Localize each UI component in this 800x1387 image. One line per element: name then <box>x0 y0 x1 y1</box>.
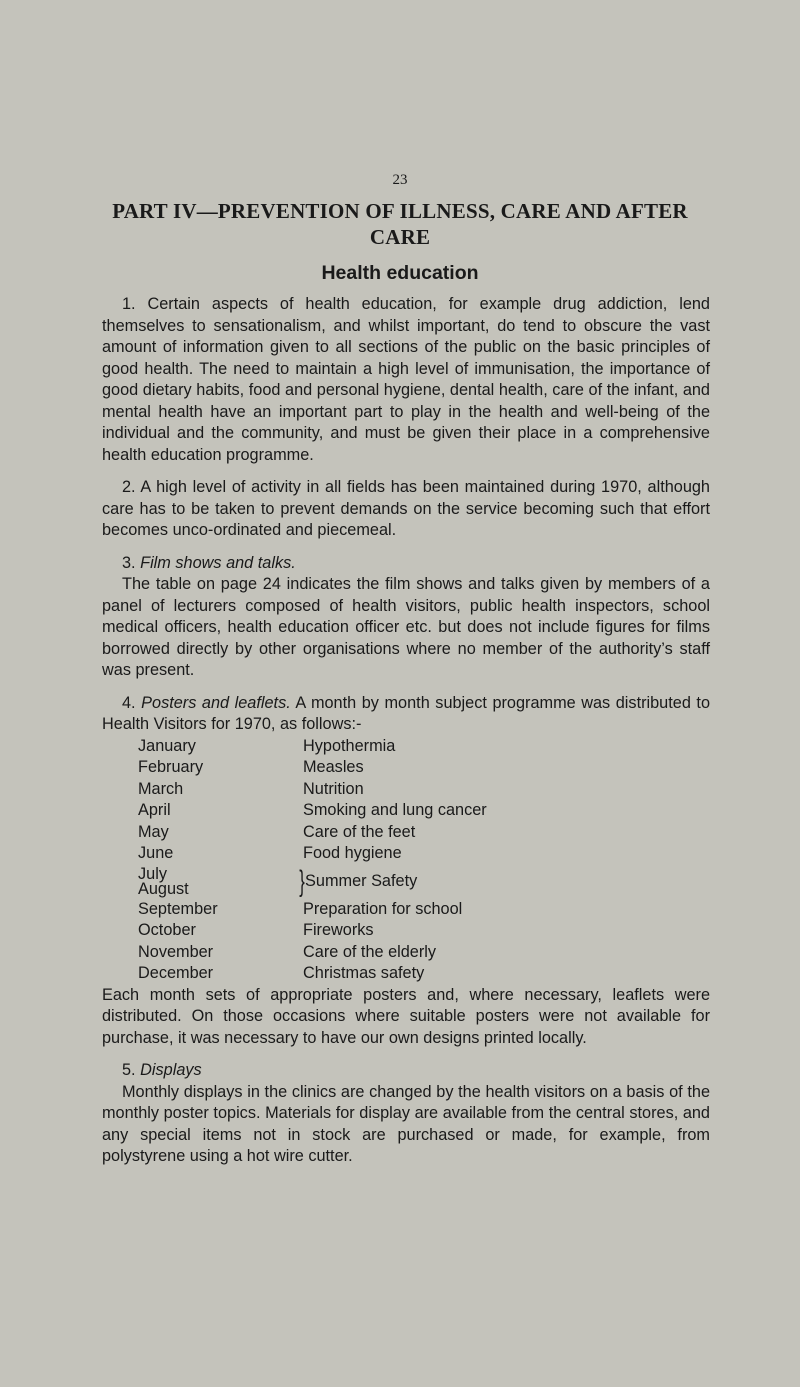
paragraph-5-heading <box>102 1060 710 1082</box>
brace-icon: } <box>299 864 305 898</box>
schedule-row <box>138 736 698 758</box>
part-heading: PART IV—PREVENTION OF ILLNESS, CARE AND AFTER CARE <box>112 199 688 249</box>
schedule-month: September <box>138 899 218 918</box>
schedule-month: April <box>138 801 171 819</box>
schedule-month: November <box>138 942 214 961</box>
paragraph-3-number: 3. <box>122 553 136 572</box>
schedule-month: June <box>138 844 174 862</box>
schedule-topic: Smoking and lung cancer <box>303 801 487 819</box>
schedule-row <box>138 800 698 822</box>
schedule-row <box>138 843 698 865</box>
schedule-topic: Preparation for school <box>303 899 463 918</box>
schedule-month: February <box>138 758 204 776</box>
schedule-row <box>138 963 698 985</box>
schedule-month: August <box>138 879 189 898</box>
schedule-row <box>138 942 698 964</box>
schedule-topic: Nutrition <box>303 779 364 798</box>
schedule-month: March <box>138 779 184 798</box>
paragraph-5-body: Monthly displays in the clinics are changed by the health visitors on a basis of the monthly poster topics. Materials for display are available from the central stores, and any special items not in stock are purchased or made, for example, from polystyrene using a hot wire cutter. <box>102 1082 710 1165</box>
schedule-topic: Hypothermia <box>303 736 396 755</box>
schedule-row <box>138 822 698 844</box>
schedule-topic: Food hygiene <box>303 844 402 862</box>
schedule-topic: Care of the elderly <box>303 942 437 961</box>
paragraph-5-number: 5. <box>122 1061 136 1079</box>
page-number: 23 <box>392 172 408 188</box>
paragraph-4-title: Posters and leaflets. <box>141 693 291 712</box>
paragraph-1: 1. Certain aspects of health education, for example drug addiction, lend themselves to sensationalism, and whilst important, do tend to obscure the vast amount of information given to all sections of the public on the basic principles of good health. The need to maintain a high level of immunisation, the importance of good dietary habits, food and personal hygiene, dental health, care of the infant, and mental health have an important part to play in the health and well-being of the individual and the community, and must be given their place in a comprehensive health education programme. <box>102 295 710 464</box>
paragraph-4-intro <box>102 693 710 736</box>
paragraph-3-heading <box>102 553 710 575</box>
paragraph-4-after: Each month sets of appropriate posters and, where necessary, leaflets were distributed. On those occasions where suitable posters were not available for purchase, it was necessary to have our own designs printed locally. <box>102 985 710 1047</box>
paragraph-2: 2. A high level of activity in all fields has been maintained during 1970, although care has to be taken to prevent demands on the service becoming such that effort becomes unco-ordinated and piecemeal. <box>102 478 710 539</box>
schedule-row-merged <box>138 865 698 899</box>
schedule-month: July <box>138 864 167 883</box>
schedule-row <box>138 920 698 942</box>
schedule-row <box>138 899 698 921</box>
paragraph-5-title: Displays <box>140 1061 202 1079</box>
schedule-month: January <box>138 736 196 755</box>
body-text <box>102 294 710 1179</box>
schedule-topic-merged <box>299 864 698 898</box>
paragraph-4-intro-text: A month by month subject programme was distributed to Health Visitors for 1970, as follows:- <box>102 693 711 733</box>
paragraph-3-body: The table on page 24 indicates the film shows and talks given by members of a panel of lecturers composed of health visitors, public health inspectors, school medical officers, health education officer etc. but does not include figures for films borrowed directly by other organisations where no member of the authority’s staff was present. <box>102 575 710 679</box>
poster-schedule <box>138 736 698 985</box>
paragraph-4-number: 4. <box>122 693 136 712</box>
schedule-topic: Summer Safety <box>305 871 418 890</box>
schedule-row <box>138 757 698 779</box>
schedule-months-merged <box>138 864 305 898</box>
schedule-row <box>138 779 698 801</box>
schedule-topic: Christmas safety <box>303 964 425 982</box>
schedule-topic: Care of the feet <box>303 822 416 841</box>
schedule-topic: Fireworks <box>303 921 374 939</box>
schedule-month: October <box>138 921 196 939</box>
section-heading: Health education <box>321 262 479 284</box>
schedule-topic: Measles <box>303 758 364 776</box>
paragraph-3-title: Film shows and talks. <box>140 553 296 572</box>
schedule-month: December <box>138 964 214 982</box>
schedule-month: May <box>138 822 169 841</box>
